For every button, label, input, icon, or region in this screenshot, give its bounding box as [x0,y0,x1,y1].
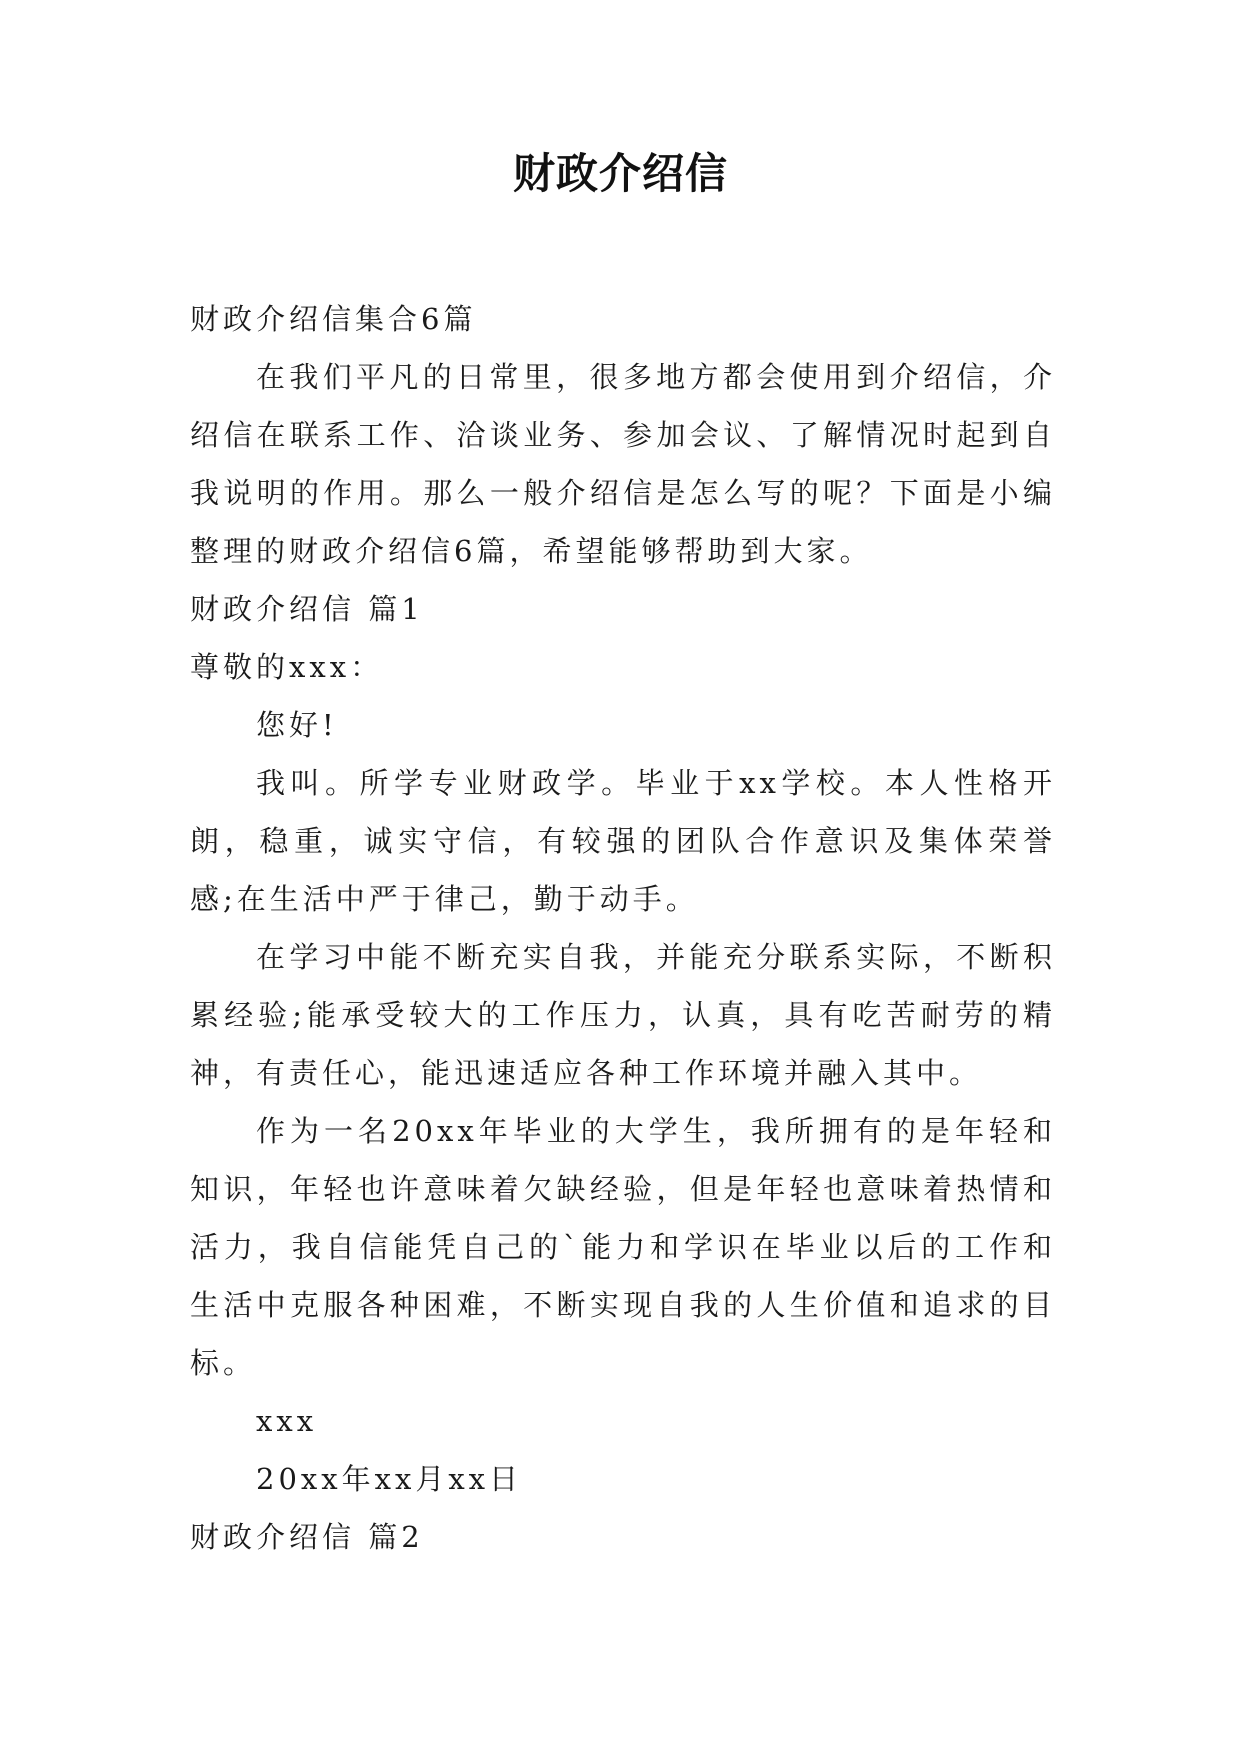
document-body [190,290,1056,1566]
greeting: 您好! [256,708,338,742]
body-paragraph-3: 作为一名20xx年毕业的大学生，我所拥有的是年轻和知识，年轻也许意味着欠缺经验，但是年轻也意味着热情和活力，我自信能凭自己的`能力和学识在毕业以后的工作和生活中克服各种困难，不断实现自我的人生价值和追求的目标。 [190,1114,1056,1380]
salutation: 尊敬的xxx： [190,650,384,684]
subtitle: 财政介绍信集合6篇 [190,302,477,336]
section1-heading: 财政介绍信 篇1 [190,592,424,626]
date: 20xx年xx月xx日 [256,1462,523,1496]
document-title: 财政介绍信 [512,149,728,198]
section2-heading: 财政介绍信 篇2 [190,1520,424,1554]
body-paragraph-1: 我叫。所学专业财政学。毕业于xx学校。本人性格开朗，稳重，诚实守信，有较强的团队合作意识及集体荣誉感;在生活中严于律己，勤于动手。 [190,766,1056,916]
intro-paragraph: 在我们平凡的日常里，很多地方都会使用到介绍信，介绍信在联系工作、洽谈业务、参加会议、了解情况时起到自我说明的作用。那么一般介绍信是怎么写的呢？下面是小编整理的财政介绍信6篇，希望能够帮助到大家。 [190,360,1056,568]
body-paragraph-2: 在学习中能不断充实自我，并能充分联系实际，不断积累经验;能承受较大的工作压力，认真，具有吃苦耐劳的精神，有责任心，能迅速适应各种工作环境并融入其中。 [190,940,1056,1090]
signature: xxx [256,1404,318,1438]
